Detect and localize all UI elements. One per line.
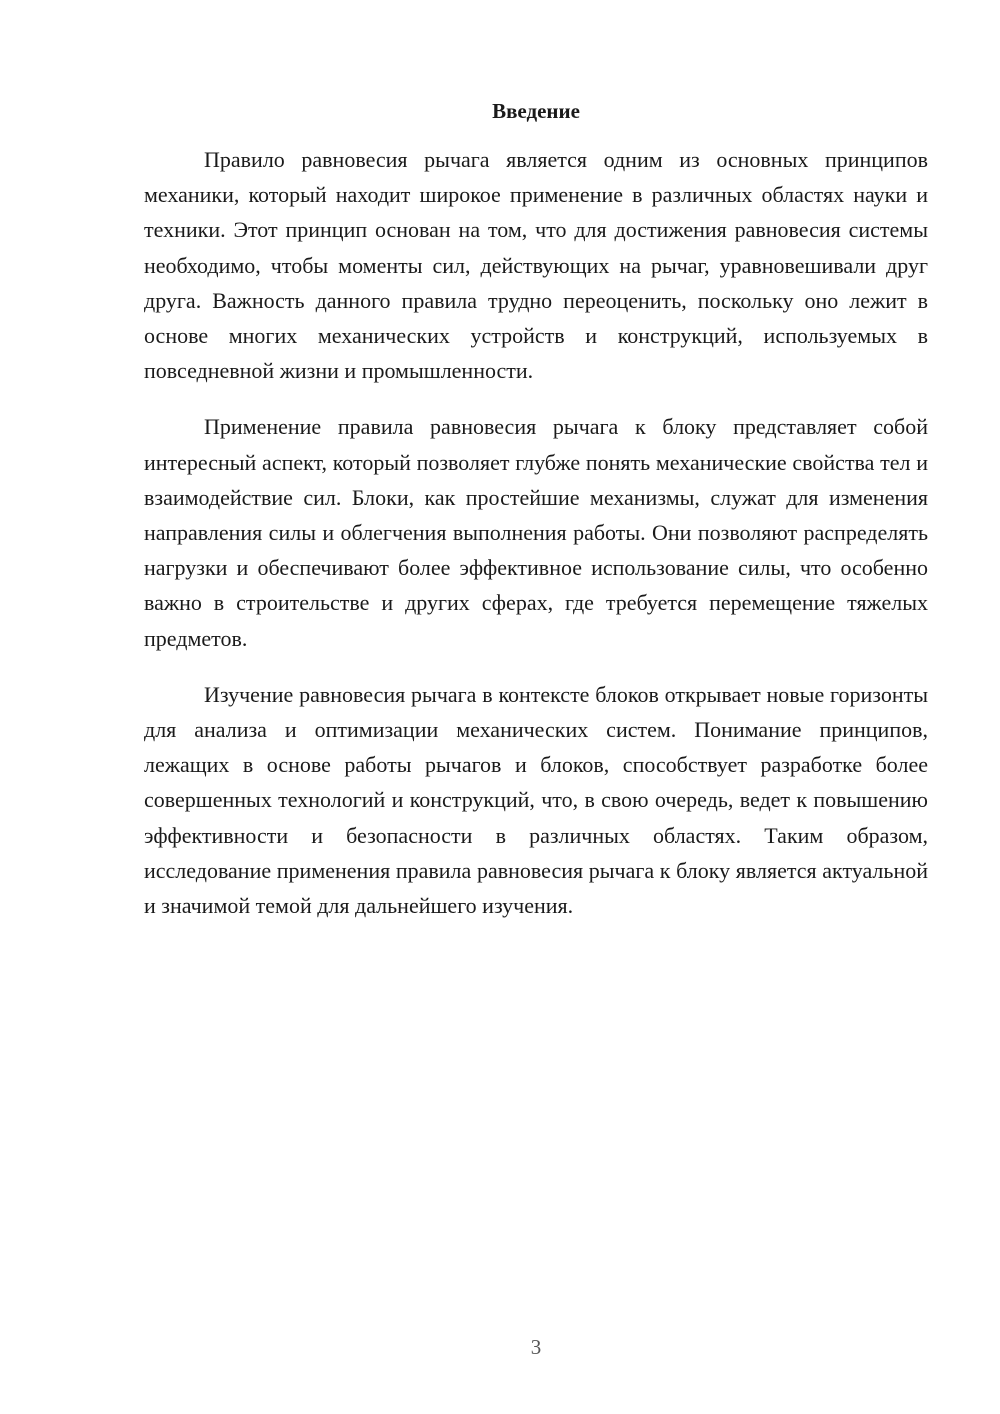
paragraph-3: Изучение равновесия рычага в контексте блоков открывает новые горизонты для анализа и оптимизации механических систем. Понимание принципов, лежащих в основе работы рычагов и блоков, способствует разработке более совершенных технологий и конструкций, что, в свою очередь, ведет к повышению эффективности и безопасности в различных областях. Таким образом, исследование применения правила равновесия рычага к блоку является актуальной и значимой темой для дальнейшего изучения.: [144, 681, 928, 919]
page-number: 3: [530, 1335, 542, 1359]
section-heading: Введение: [492, 99, 580, 123]
paragraph-1: Правило равновесия рычага является одним из основных принципов механики, который находит широкое применение в различных областях науки и техники. Этот принцип основан на том, что для достижения равновесия системы необходимо, чтобы моменты сил, действующих на рычаг, уравновешивали друг друга. Важность данного правила трудно переоценить, поскольку оно лежит в основе многих механических устройств и конструкций, используемых в повседневной жизни и промышленности.: [144, 147, 928, 384]
paragraph-2: Применение правила равновесия рычага к блоку представляет собой интересный аспект, который позволяет глубже понять механические свойства тел и взаимодействие сил. Блоки, как простейшие механизмы, служат для изменения направления силы и облегчения выполнения работы. Они позволяют распределять нагрузки и обеспечивают более эффективное использование силы, что особенно важно в строительстве и других сферах, где требуется перемещение тяжелых предметов.: [144, 414, 928, 651]
body-text: [144, 142, 928, 944]
